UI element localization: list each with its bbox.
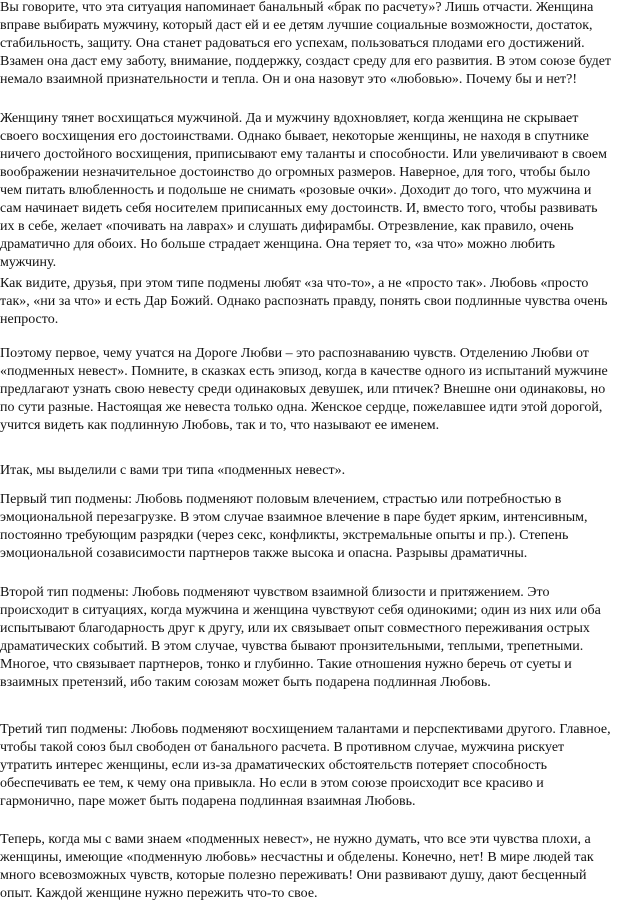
paragraph-3: Как видите, друзья, при этом типе подмены любят «за что-то», а не «просто так». Любовь «просто так», «ни за что» и есть Дар Божий. Однако распознать правду, понять свои подлинные чувства очень непросто. — [0, 276, 608, 327]
paragraph-8: Третий тип подмены: Любовь подменяют восхищением талантами и перспективами другого. Главное, чтобы такой союз был свободен от банального расчета. В противном случае, мужчина рискует утратить интерес женщины, если из-за драматических обстоятельств потеряет способность обеспечивать ее тем, к чему она привыкла. Но если в этом союзе происходит все красиво и гармонично, паре может быть подарена подлинная взаимная Любовь. — [0, 722, 611, 809]
paragraph-2: Женщину тянет восхищаться мужчиной. Да и мужчину вдохновляет, когда женщина не скрывает своего восхищения его достоинствами. Однако бывает, некоторые женщины, не находя в спутнике ничего достойного восхищения, приписывают ему таланты и способности. Или увеличивают в своем воображении незначительное достоинство до огромных размеров. Наверное, для того, чтобы было чем питать влюбленность и подольше не снимать «розовые очки». Доходит до того, что мужчина и сам начинает видеть себя носителем приписанных ему достоинств. И, вместо того, чтобы развивать их в себе, желает «почивать на лаврах» и слушать дифирамбы. Отрезвление, как правило, очень драматично для обоих. Но больше страдает женщина. Она теряет то, «за что» можно любить мужчину. — [0, 111, 607, 270]
paragraph-9: Теперь, когда мы с вами знаем «подменных невест», не нужно думать, что все эти чувства плохи, а женщины, имеющие «подменную любовь» несчастны и обделены. Конечно, нет! В мире людей так много всевозможных чувств, которые полезно переживать! Они развивают душу, дают бесценный опыт. Каждой женщине нужно пережить что-то свое. — [0, 832, 594, 901]
paragraph-1: Вы говорите, что эта ситуация напоминает банальный «брак по расчету»? Лишь отчасти. Женщина вправе выбирать мужчину, который даст ей и ее детям лучшие социальные возможности, достаток, стабильность, защиту. Она станет радоваться его успехам, пользоваться плодами его достижений. Взамен она даст ему заботу, внимание, поддержку, создаст среду для его развития. В этом союзе будет немало взаимной признательности и тепла. Он и она назовут это «любовью». Почему бы и нет?! — [0, 0, 612, 87]
paragraph-5: Итак, мы выделили с вами три типа «подменных невест». — [0, 463, 346, 478]
paragraph-4: Поэтому первое, чему учатся на Дороге Любви – это распознаванию чувств. Отделению Любви от «подменных невест». Помните, в сказках есть эпизод, когда в качестве одного из испытаний мужчине предлагают узнать свою невесту среди одинаковых девушек, или птичек? Внешне они одинаковы, но по сути разные. Настоящая же невеста только одна. Женское сердце, пожелавшее идти этой дорогой, учится видеть как подлинную Любовь, так и то, что называют ее именем. — [0, 346, 608, 433]
paragraph-7: Второй тип подмены: Любовь подменяют чувством взаимной близости и притяжением. Это происходит в ситуациях, когда мужчина и женщина чувствуют себя одинокими; один из них или оба испытывают благодарность друг к другу, или их связывает опыт совместного переживания острых драматических событий. В этом случае, чувства бывают пронзительными, теплыми, трепетными. Многое, что связывает партнеров, тонко и глубинно. Такие отношения нужно беречь от суеты и взаимных претензий, ибо таким союзам может быть подарена подлинная Любовь. — [0, 585, 601, 690]
paragraph-6: Первый тип подмены: Любовь подменяют половым влечением, страстью или потребностью в эмоциональной перезагрузке. В этом случае взаимное влечение в паре будет ярким, интенсивным, постоянно требующим разрядки (через секс, конфликты, экстремальные опыты и пр.). Степень эмоциональной созависимости партнеров также высока и опасна. Разрывы драматичны. — [0, 492, 588, 561]
